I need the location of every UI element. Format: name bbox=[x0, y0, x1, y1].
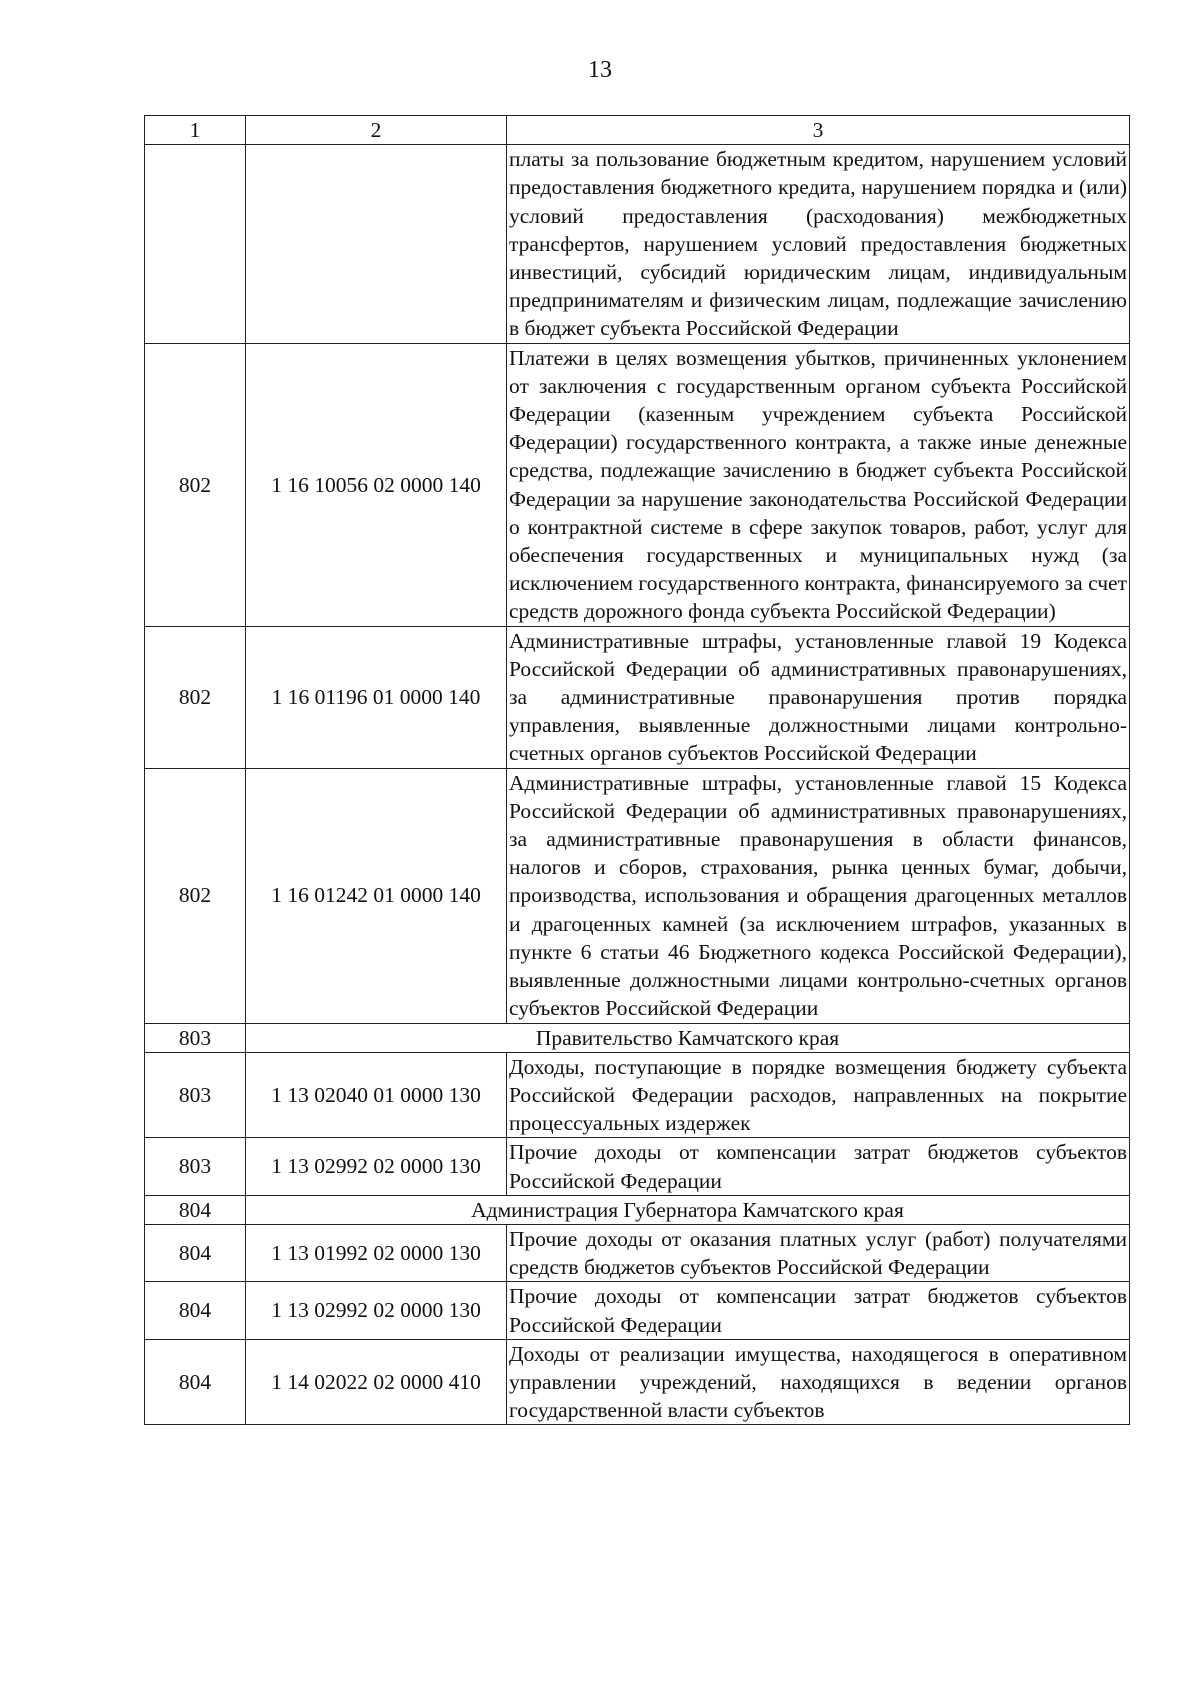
table-row bbox=[145, 145, 1130, 343]
admin-code-cell: 804 bbox=[145, 1195, 246, 1224]
section-row bbox=[145, 1023, 1130, 1052]
admin-code-cell: 803 bbox=[145, 1138, 246, 1195]
table-header-row bbox=[145, 116, 1130, 145]
description-cell: Доходы, поступающие в порядке возмещения бюджету субъекта Российской Федерации расходов, направленных на покрытие процессуальных издержек bbox=[507, 1052, 1130, 1138]
column-header-2: 2 bbox=[246, 116, 507, 145]
admin-code-cell: 803 bbox=[145, 1023, 246, 1052]
description-cell: Прочие доходы от оказания платных услуг (работ) получателями средств бюджетов субъектов Российской Федерации bbox=[507, 1224, 1130, 1281]
admin-code-cell: 802 bbox=[145, 343, 246, 626]
description-cell: Платежи в целях возмещения убытков, причиненных уклонением от заключения с государственным органом субъекта Российской Федерации (казенным учреждением субъекта Российской Федерации) государственного контракта, а также иные денежные средства, подлежащие зачислению в бюджет субъекта Российской Федерации за нарушение законодательства Российской Федерации о контрактной системе в сфере закупок товаров, работ, услуг для обеспечения государственных и муниципальных нужд (за исключением государственного контракта, финансируемого за счет средств дорожного фонда субъекта Российской Федерации) bbox=[507, 343, 1130, 626]
column-header-1: 1 bbox=[145, 116, 246, 145]
section-title: Правительство Камчатского края bbox=[246, 1023, 1130, 1052]
kbk-code-cell: 1 16 10056 02 0000 140 bbox=[246, 343, 507, 626]
admin-code-cell: 804 bbox=[145, 1224, 246, 1281]
section-title: Администрация Губернатора Камчатского края bbox=[246, 1195, 1130, 1224]
revenue-codes-table bbox=[144, 115, 1130, 1425]
admin-code-cell: 804 bbox=[145, 1282, 246, 1339]
kbk-code-cell: 1 13 02992 02 0000 130 bbox=[246, 1282, 507, 1339]
admin-code-cell: 802 bbox=[145, 626, 246, 768]
table-row bbox=[145, 1339, 1130, 1425]
kbk-code-cell bbox=[246, 145, 507, 343]
description-cell: платы за пользование бюджетным кредитом, нарушением условий предоставления бюджетного кредита, нарушением порядка и (или) условий предоставления (расходования) межбюджетных трансфертов, нарушением условий предоставления бюджетных инвестиций, субсидий юридическим лицам, индивидуальным предпринимателям и физическим лицам, подлежащие зачислению в бюджет субъекта Российской Федерации bbox=[507, 145, 1130, 343]
table-row bbox=[145, 626, 1130, 768]
description-cell: Прочие доходы от компенсации затрат бюджетов субъектов Российской Федерации bbox=[507, 1138, 1130, 1195]
kbk-code-cell: 1 13 01992 02 0000 130 bbox=[246, 1224, 507, 1281]
page-number: 13 bbox=[588, 57, 612, 83]
table-row bbox=[145, 1224, 1130, 1281]
admin-code-cell: 804 bbox=[145, 1339, 246, 1425]
table-row bbox=[145, 343, 1130, 626]
kbk-code-cell: 1 14 02022 02 0000 410 bbox=[246, 1339, 507, 1425]
table-row bbox=[145, 1052, 1130, 1138]
section-row bbox=[145, 1195, 1130, 1224]
column-header-3: 3 bbox=[507, 116, 1130, 145]
description-cell: Прочие доходы от компенсации затрат бюджетов субъектов Российской Федерации bbox=[507, 1282, 1130, 1339]
kbk-code-cell: 1 16 01196 01 0000 140 bbox=[246, 626, 507, 768]
table-row bbox=[145, 1138, 1130, 1195]
admin-code-cell: 803 bbox=[145, 1052, 246, 1138]
kbk-code-cell: 1 13 02040 01 0000 130 bbox=[246, 1052, 507, 1138]
description-cell: Административные штрафы, установленные главой 15 Кодекса Российской Федерации об административных правонарушениях, за административные правонарушения в области финансов, налогов и сборов, страхования, рынка ценных бумаг, добычи, производства, использования и обращения драгоценных металлов и драгоценных камней (за исключением штрафов, указанных в пункте 6 статьи 46 Бюджетного кодекса Российской Федерации), выявленные должностными лицами контрольно-счетных органов субъектов Российской Федерации bbox=[507, 768, 1130, 1023]
kbk-code-cell: 1 16 01242 01 0000 140 bbox=[246, 768, 507, 1023]
table-row bbox=[145, 1282, 1130, 1339]
kbk-code-cell: 1 13 02992 02 0000 130 bbox=[246, 1138, 507, 1195]
description-cell: Доходы от реализации имущества, находящегося в оперативном управлении учреждений, находящихся в ведении органов государственной власти субъектов bbox=[507, 1339, 1130, 1425]
table-row bbox=[145, 768, 1130, 1023]
admin-code-cell: 802 bbox=[145, 768, 246, 1023]
description-cell: Административные штрафы, установленные главой 19 Кодекса Российской Федерации об административных правонарушениях, за административные правонарушения против порядка управления, выявленные должностными лицами контрольно-счетных органов субъектов Российской Федерации bbox=[507, 626, 1130, 768]
admin-code-cell bbox=[145, 145, 246, 343]
